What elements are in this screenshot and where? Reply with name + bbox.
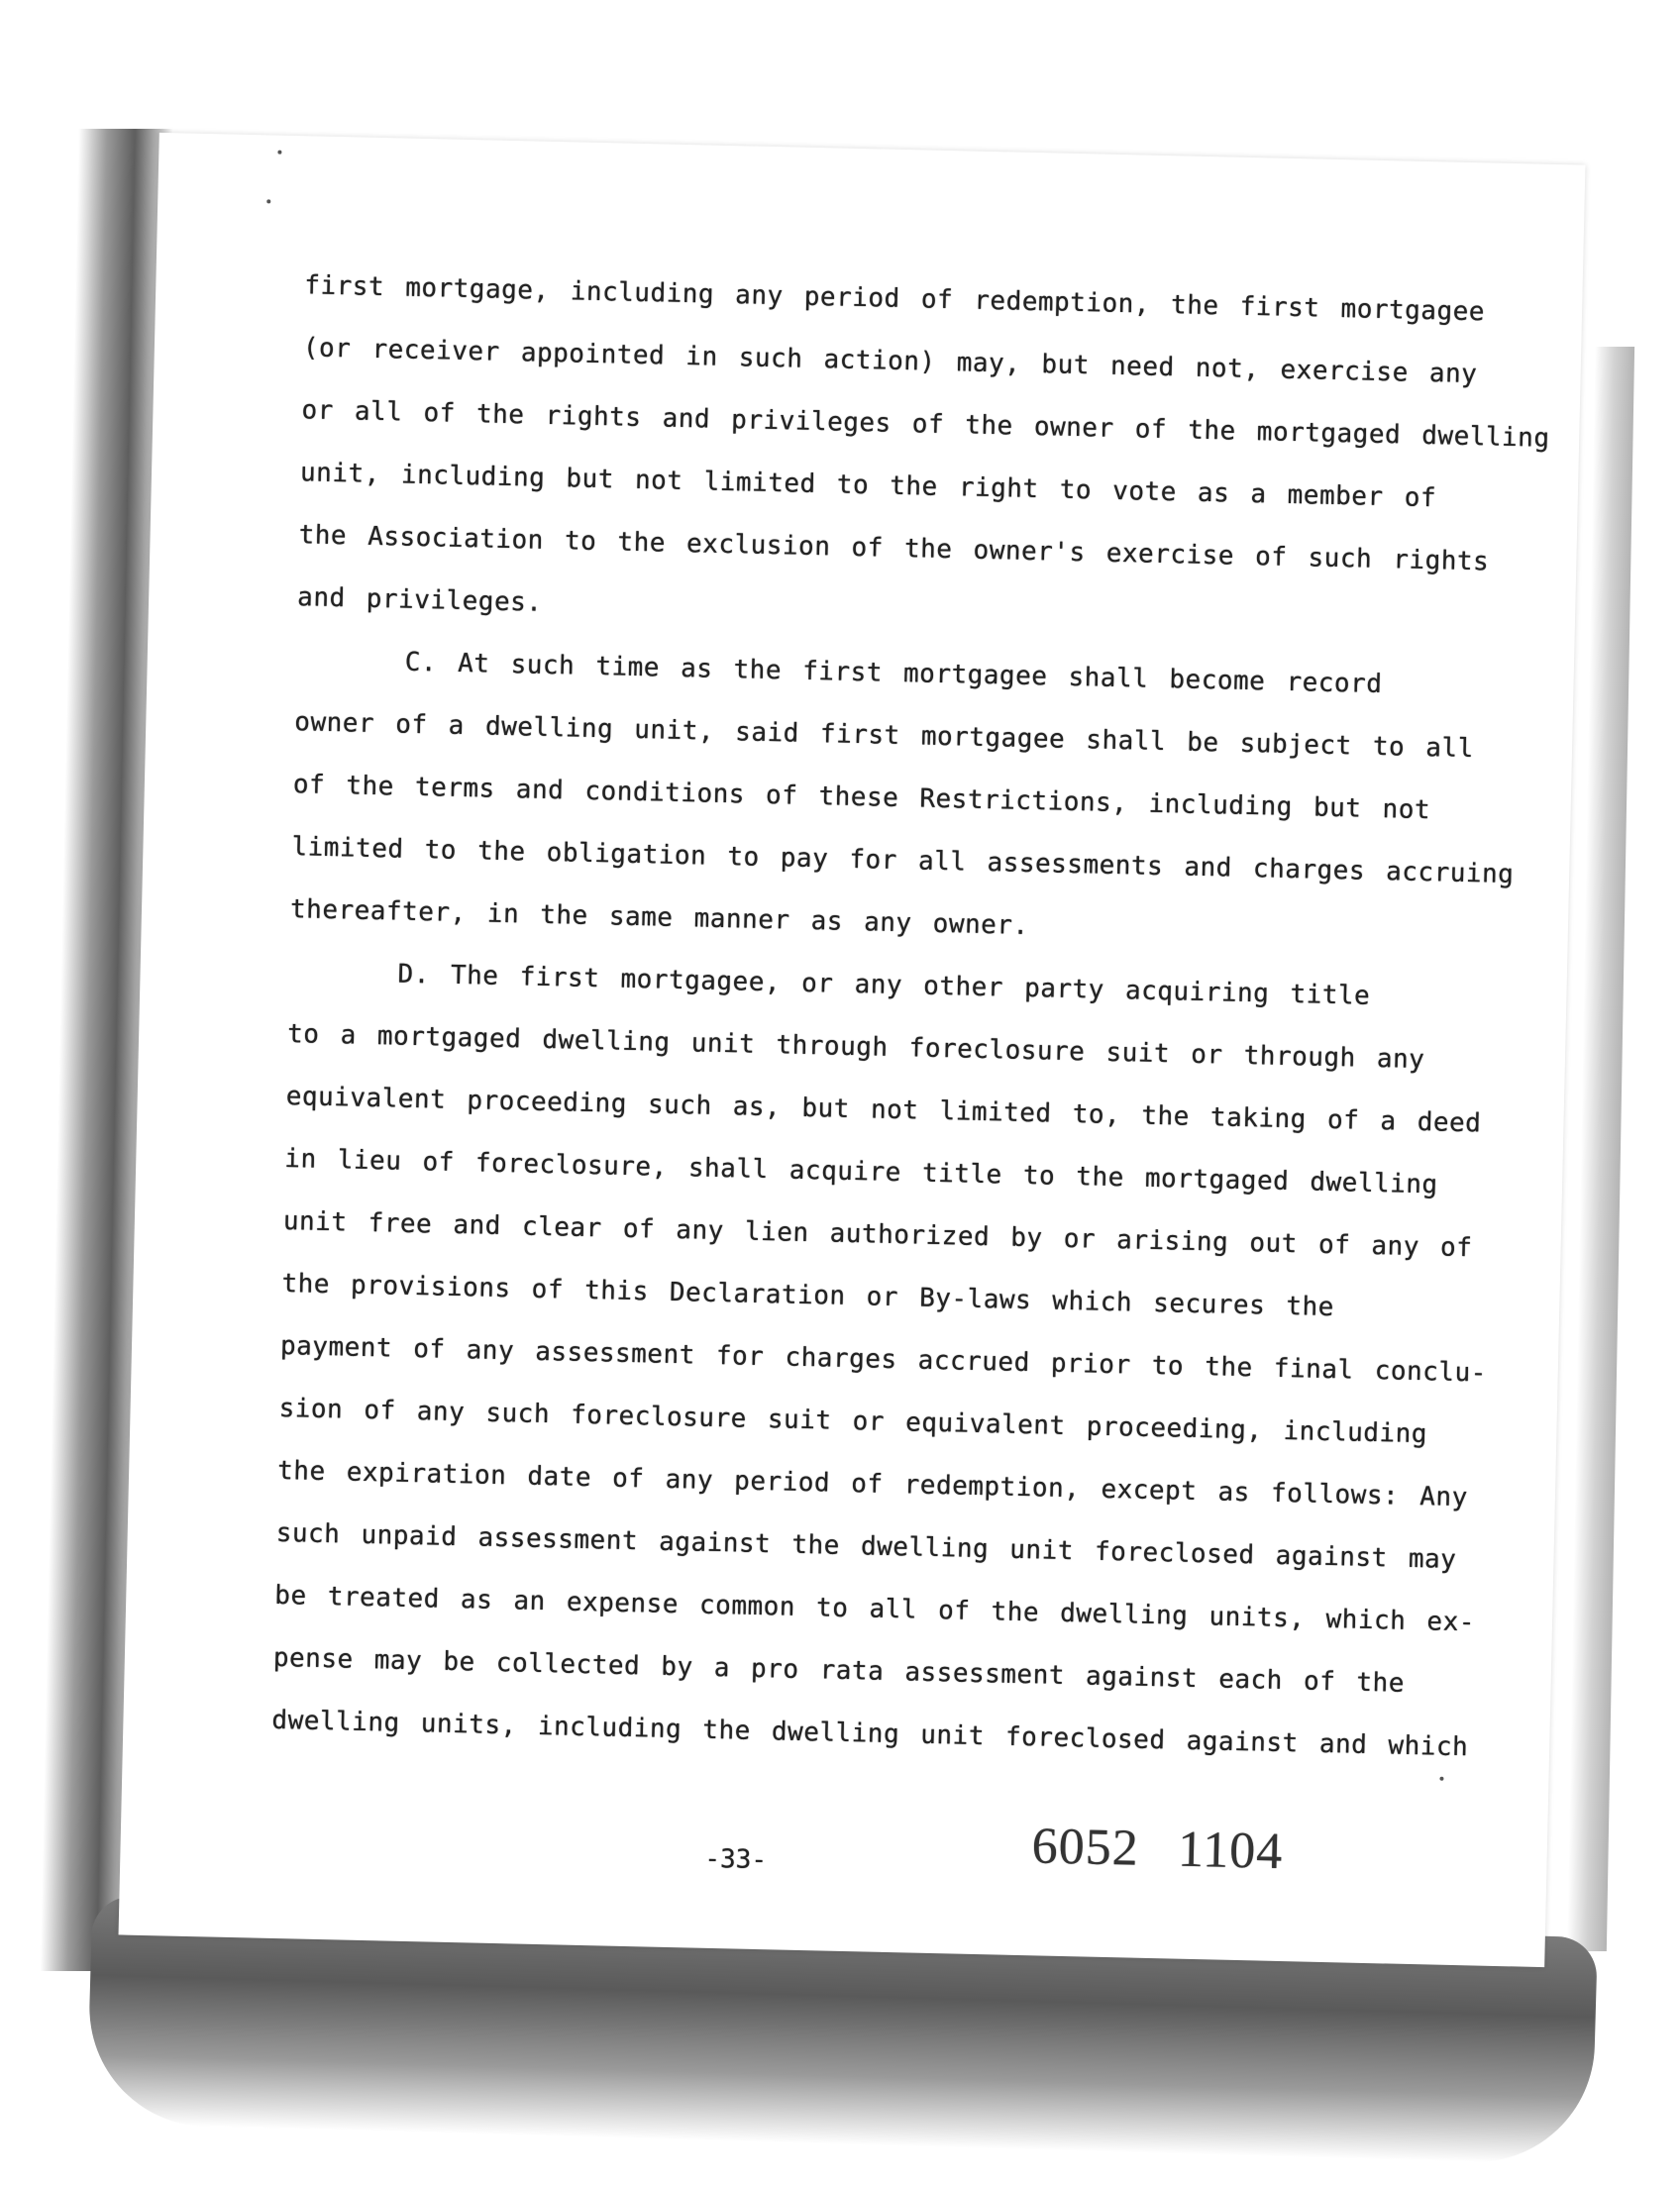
text-line: limited to the obligation to pay for all assessments and charges accruing xyxy=(291,832,1515,890)
body-text xyxy=(271,255,1550,1778)
text-line: sion of any such foreclosure suit or equivalent proceeding, including xyxy=(278,1393,1428,1450)
text-line: pense may be collected by a pro rata assessment against each of the xyxy=(272,1642,1406,1699)
text-line: unit free and clear of any lien authorized by or arising out of any of xyxy=(282,1206,1473,1264)
recording-stamp: 6052 1104 xyxy=(1031,1818,1284,1881)
text-line: dwelling units, including the dwelling unit foreclosed against and which xyxy=(271,1705,1469,1763)
text-line: D. The first mortgagee, or any other party acquiring title xyxy=(397,959,1371,1011)
paragraph-c xyxy=(289,629,1515,967)
text-line: such unpaid assessment against the dwelling unit foreclosed against may xyxy=(275,1517,1457,1575)
text-line: in lieu of foreclosure, shall acquire title to the mortgaged dwelling xyxy=(284,1144,1438,1200)
text-line: thereafter, in the same manner as any owner. xyxy=(289,894,1029,942)
paragraph-d xyxy=(271,941,1488,1778)
text-line: or all of the rights and privileges of the owner of the mortgaged dwelling xyxy=(301,395,1550,454)
scan-edge-right xyxy=(1567,347,1634,1951)
text-line: to a mortgaged dwelling unit through foreclosure suit or through any xyxy=(286,1019,1425,1076)
text-line: and privileges. xyxy=(296,582,543,618)
document-page xyxy=(119,133,1586,1967)
paragraph-1 xyxy=(296,255,1550,655)
scan-speck xyxy=(266,199,270,203)
scan-speck xyxy=(277,151,281,155)
text-line: unit, including but not limited to the right to vote as a member of xyxy=(299,458,1437,514)
text-line: C. At such time as the first mortgagee shall become record xyxy=(404,647,1383,700)
text-line: of the terms and conditions of these Restrictions, including but not xyxy=(292,770,1431,826)
text-line: the Association to the exclusion of the owner's exercise of such rights xyxy=(298,520,1490,577)
scan-speck xyxy=(1439,1777,1443,1781)
text-line: be treated as an expense common to all of the dwelling units, which ex- xyxy=(274,1580,1476,1638)
text-line: (or receiver appointed in such action) may, but need not, exercise any xyxy=(302,333,1478,390)
text-line: owner of a dwelling unit, said first mortgagee shall be subject to all xyxy=(294,707,1475,765)
text-line: equivalent proceeding such as, but not limited to, the taking of a deed xyxy=(285,1082,1482,1139)
page-number: -33- xyxy=(704,1843,768,1876)
text-line: payment of any assessment for charges accrued prior to the final conclu- xyxy=(279,1330,1488,1389)
text-line: the expiration date of any period of redemption, except as follows: Any xyxy=(276,1455,1469,1513)
text-line: the provisions of this Declaration or By-laws which secures the xyxy=(281,1269,1335,1323)
text-line: first mortgage, including any period of redemption, the first mortgagee xyxy=(304,270,1486,328)
